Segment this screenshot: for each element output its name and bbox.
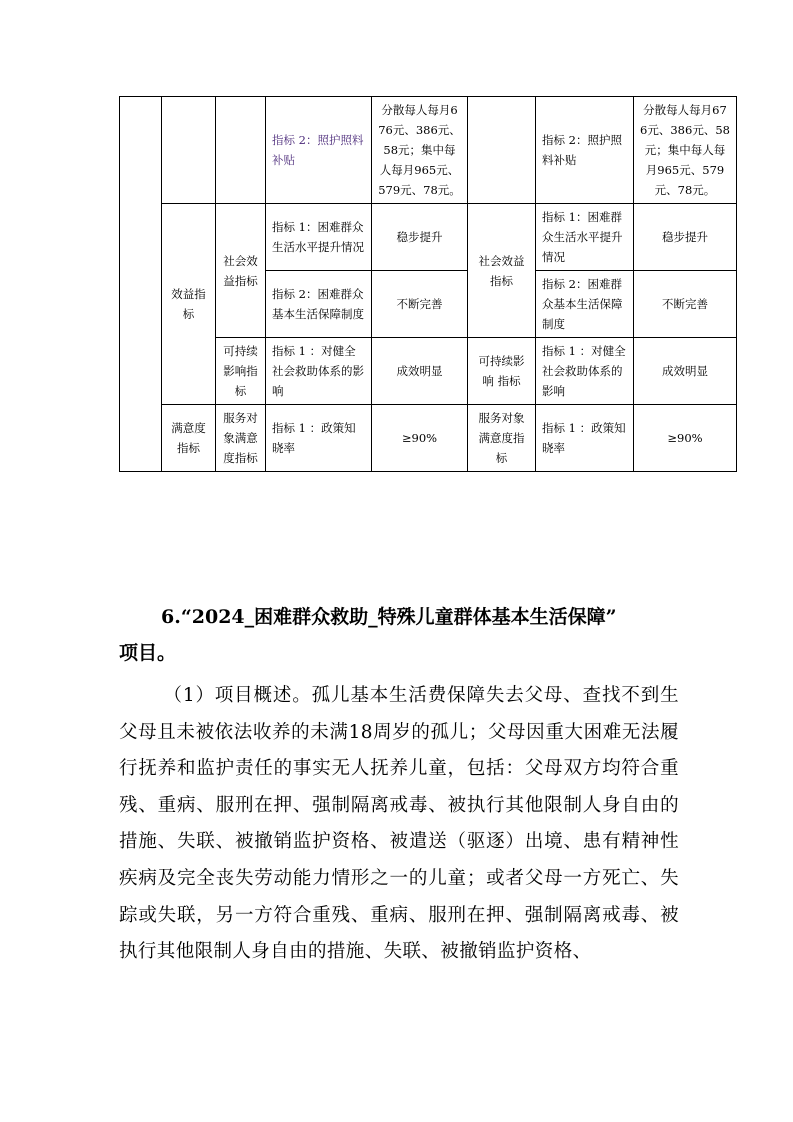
value-cell: 成效明显	[634, 338, 737, 405]
metric-cell: 指标 2：照护照料补贴	[266, 97, 372, 204]
value-cell: 不断完善	[634, 271, 737, 338]
value-cell: 成效明显	[372, 338, 468, 405]
sustainability-label: 可持续影响指标	[216, 338, 266, 405]
service-satisfaction-label-right: 服务对象满意度指标	[468, 405, 536, 472]
value-cell: ≥90%	[372, 405, 468, 472]
metric-cell: 指标 2：照护照料补贴	[536, 97, 634, 204]
blank-cell	[216, 97, 266, 204]
body-paragraph-block	[119, 678, 679, 971]
section-title-line2: 项目。	[119, 642, 177, 664]
service-satisfaction-label: 服务对象满意度指标	[216, 405, 266, 472]
table-row	[120, 97, 737, 204]
metric-cell: 指标 1 ：对健全社会救助体系的影响	[266, 338, 372, 405]
value-cell: ≥90%	[634, 405, 737, 472]
metric-cell: 指标 2：困难群众基本生活保障制度	[536, 271, 634, 338]
table-row	[120, 405, 737, 472]
value-cell: 分散每人每月676元、386元、58元；集中每人每月965元、579元、78元。	[372, 97, 468, 204]
metric-cell: 指标 1 ：对健全社会救助体系的影响	[536, 338, 634, 405]
section-title-line1: 6.“2024_困难群众救助_特殊儿童群体基本生活保障”	[161, 606, 617, 628]
metric-cell: 指标 1：困难群众生活水平提升情况	[536, 204, 634, 271]
table-row	[120, 204, 737, 271]
metric-cell: 指标 1：困难群众生活水平提升情况	[266, 204, 372, 271]
value-cell: 不断完善	[372, 271, 468, 338]
metric-cell: 指标 1 ：政策知晓率	[266, 405, 372, 472]
value-cell: 稳步提升	[634, 204, 737, 271]
satisfaction-indicator-label: 满意度指标	[162, 405, 216, 472]
outer-blank-cell	[120, 97, 162, 472]
sustainability-label-right: 可持续影响 指标	[468, 338, 536, 405]
body-paragraph: （1）项目概述。孤儿基本生活费保障失去父母、查找不到生父母且未被依法收养的未满18周岁的孤儿；父母因重大困难无法履行抚养和监护责任的事实无人抚养儿童，包括：父母双方均符合重残、重病、服刑在押、强制隔离戒毒、被执行其他限制人身自由的措施、失联、被撤销监护资格、被遣送（驱逐）出境、患有精神性疾病及完全丧失劳动能力情形之一的儿童；或者父母一方死亡、失踪或失联，另一方符合重残、重病、服刑在押、强制隔离戒毒、被执行其他限制人身自由的措施、失联、被撤销监护资格、	[119, 685, 679, 963]
social-benefit-label-right: 社会效益指标	[468, 204, 536, 338]
blank-cell	[468, 97, 536, 204]
indicator-table	[119, 96, 737, 472]
blank-cell	[162, 97, 216, 204]
value-cell: 稳步提升	[372, 204, 468, 271]
section-heading	[119, 599, 739, 671]
metric-cell: 指标 1 ：政策知晓率	[536, 405, 634, 472]
social-benefit-label: 社会效益指标	[216, 204, 266, 338]
metric-cell: 指标 2：困难群众基本生活保障制度	[266, 271, 372, 338]
value-cell: 分散每人每月676元、386元、58元；集中每人每月965元、579元、78元。	[634, 97, 737, 204]
benefit-indicator-label: 效益指标	[162, 204, 216, 405]
